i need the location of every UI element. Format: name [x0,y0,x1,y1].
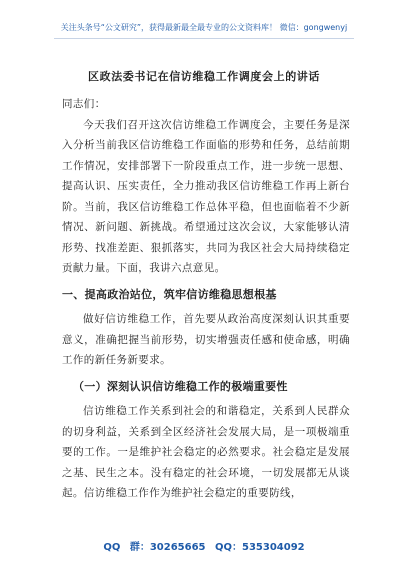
header-divider [54,38,354,39]
document-body [62,94,350,504]
intro-paragraph: 今天我们召开这次信访维稳工作调度会，主要任务是深入分析当前我区信访维稳工作面临的形势和任务，总结前期工作情况，安排部署下一阶段重点工作，进一步统一思想、提高认识、压实责任，全力推动我区信访维稳工作再上新台阶。当前，我区信访维稳工作总体平稳，但也面临着不少新情况、新问题、新挑战。希望通过这次会议，大家能够认清形势、找准差距、狠抓落实，共同为我区社会大局持续稳定贡献力量。下面，我讲六点意见。 [62,118,350,274]
subsection-heading: （一）深刻认识信访维稳工作的极端重要性 [73,379,288,393]
promo-header: 关注头条号“公文研究”，获得最新最全最专业的公文资料库！ 微信：gongwenyj [60,23,348,32]
section-paragraph: 做好信访维稳工作，首先要从政治高度深刻认识其重要意义，准确把握当前形势，切实增强责任感和使命感，明确工作的新任务新要求。 [62,313,350,366]
salutation: 同志们： [62,98,106,110]
subsection-paragraph: 信访维稳工作关系到社会的和谐稳定，关系到人民群众的切身利益，关系到全区经济社会发展大局，是一项极端重要的工作。一是维护社会稳定的必然要求。社会稳定是发展之基、民生之本。没有稳定的社会环境，一切发展都无从谈起。信访维稳工作作为维护社会稳定的重要防线， [62,405,350,499]
section-heading: 一、提高政治站位，筑牢信访维稳思想根基 [62,287,277,301]
document-title: 区政法委书记在信访维稳工作调度会上的讲话 [88,70,320,83]
contact-footer: QQ 群：30265665 QQ：535304092 [103,542,305,553]
